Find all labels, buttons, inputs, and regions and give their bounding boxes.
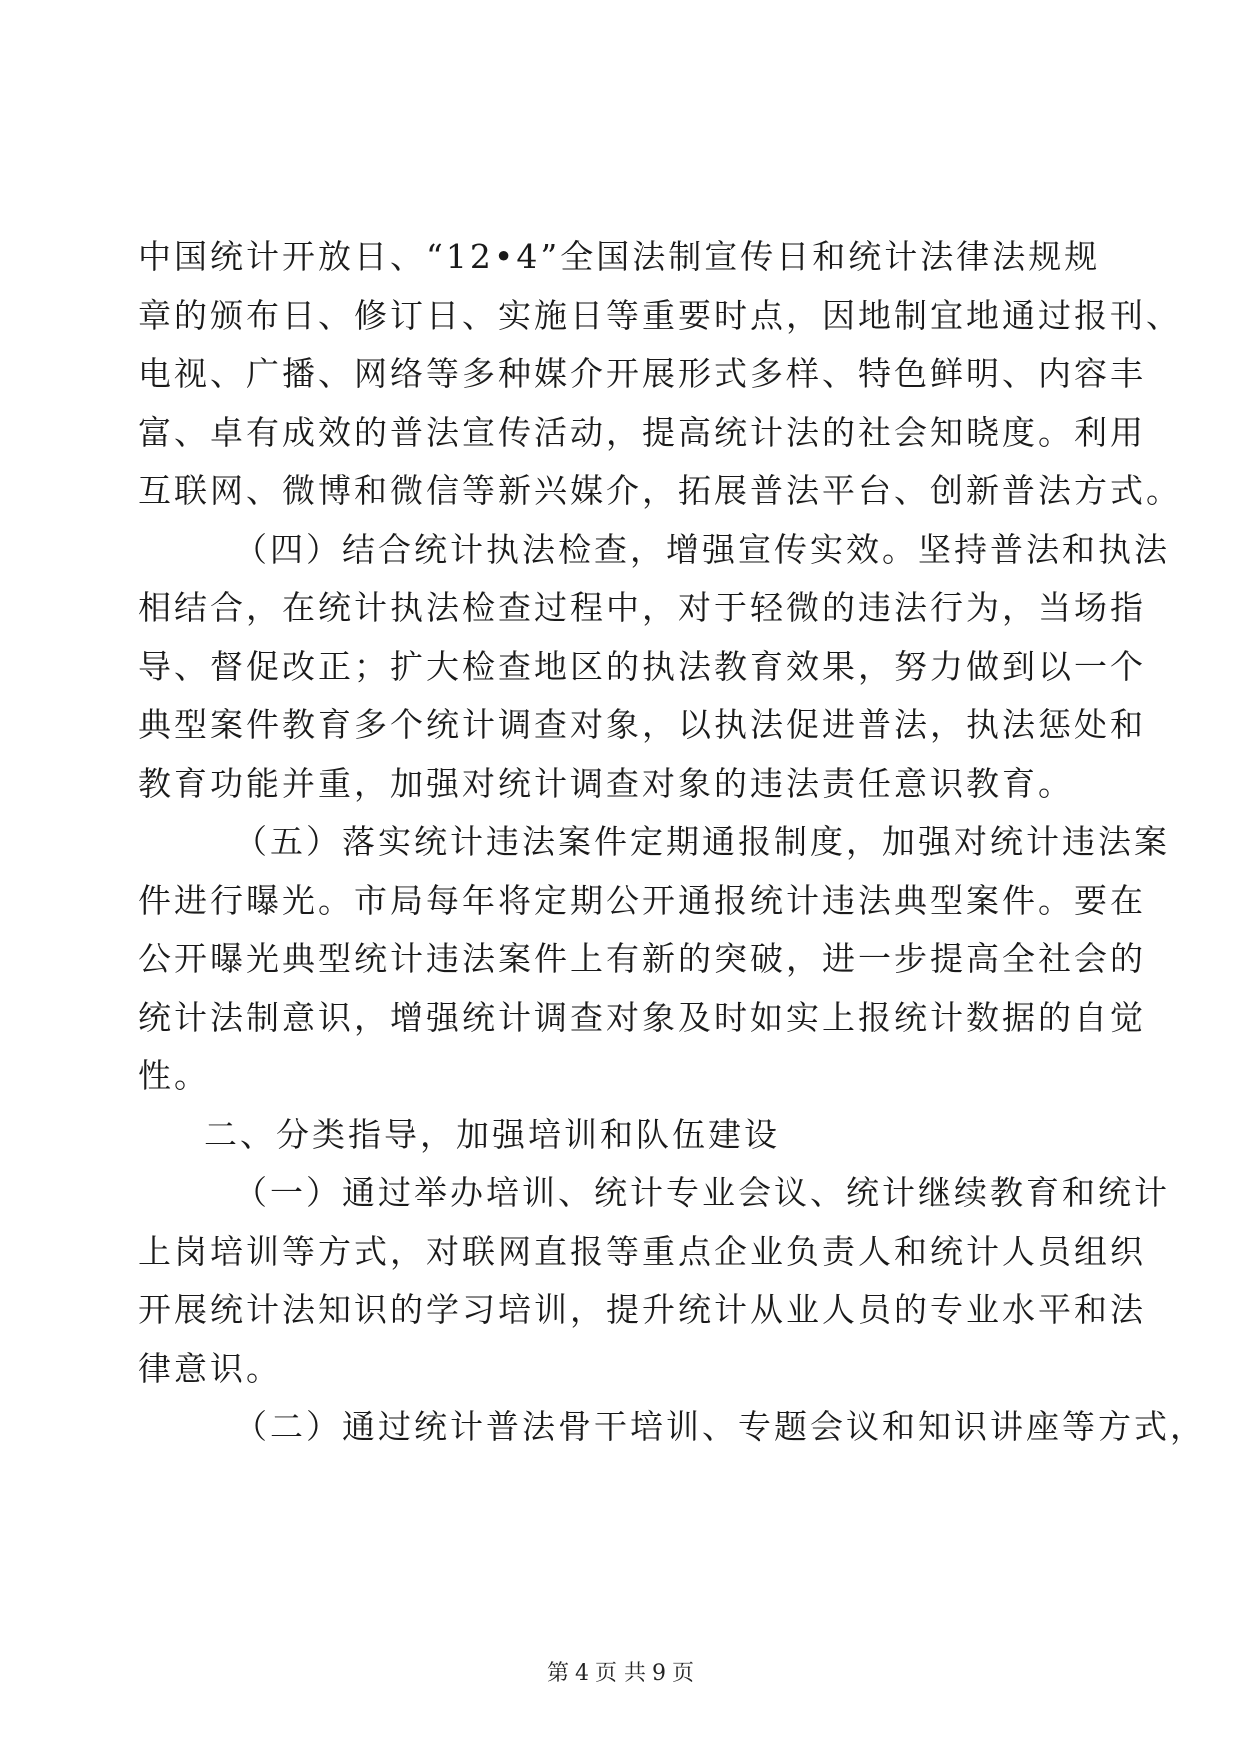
footer-page-prefix: 第 [546, 1661, 569, 1686]
footer-page-suffix: 页 [672, 1661, 695, 1686]
paragraph-start-line: （一）通过举办培训、统计专业会议、统计继续教育和统计 [234, 1173, 1170, 1212]
text-line: 律意识。 [138, 1348, 282, 1388]
text-line: 上岗培训等方式，对联网直报等重点企业负责人和统计人员组织 [138, 1231, 1146, 1271]
current-page-number: 4 [575, 1661, 589, 1686]
total-pages-number: 9 [652, 1661, 666, 1686]
text-line: 公开曝光典型统计违法案件上有新的突破，进一步提高全社会的 [138, 939, 1146, 978]
document-body [138, 228, 1206, 1457]
text-line: 导、督促改正；扩大检查地区的执法教育效果，努力做到以一个 [138, 646, 1146, 686]
paragraph-start-line: （五）落实统计违法案件定期通报制度，加强对统计违法案 [234, 822, 1170, 861]
text-line: 性。 [138, 1056, 210, 1095]
text-line: 电视、广播、网络等多种媒介开展形式多样、特色鲜明、内容丰 [138, 354, 1146, 393]
text-line: 中国统计开放日、“12•4”全国法制宣传日和统计法律法规规 [138, 237, 1101, 276]
text-line: 件进行曝光。市局每年将定期公开通报统计违法典型案件。要在 [138, 880, 1146, 920]
text-line: 开展统计法知识的学习培训，提升统计从业人员的专业水平和法 [138, 1290, 1146, 1329]
paragraph-start-line: （二）通过统计普法骨干培训、专题会议和知识讲座等方式， [234, 1407, 1206, 1446]
text-line: 相结合，在统计执法检查过程中，对于轻微的违法行为，当场指 [138, 588, 1146, 627]
footer-page-middle: 页 共 [595, 1661, 646, 1686]
page-footer [0, 1656, 1241, 1687]
text-line: 典型案件教育多个统计调查对象，以执法促进普法，执法惩处和 [138, 705, 1146, 744]
text-line: 教育功能并重，加强对统计调查对象的违法责任意识教育。 [138, 763, 1074, 803]
section-heading: 二、分类指导，加强培训和队伍建设 [204, 1114, 780, 1154]
text-line: 富、卓有成效的普法宣传活动，提高统计法的社会知晓度。利用 [138, 412, 1146, 452]
paragraph-start-line: （四）结合统计执法检查，增强宣传实效。坚持普法和执法 [234, 529, 1170, 569]
text-line: 章的颁布日、修订日、实施日等重要时点，因地制宜地通过报刊、 [138, 295, 1182, 335]
text-line: 统计法制意识，增强统计调查对象及时如实上报统计数据的自觉 [138, 997, 1146, 1037]
text-line: 互联网、微博和微信等新兴媒介，拓展普法平台、创新普法方式。 [138, 471, 1182, 510]
